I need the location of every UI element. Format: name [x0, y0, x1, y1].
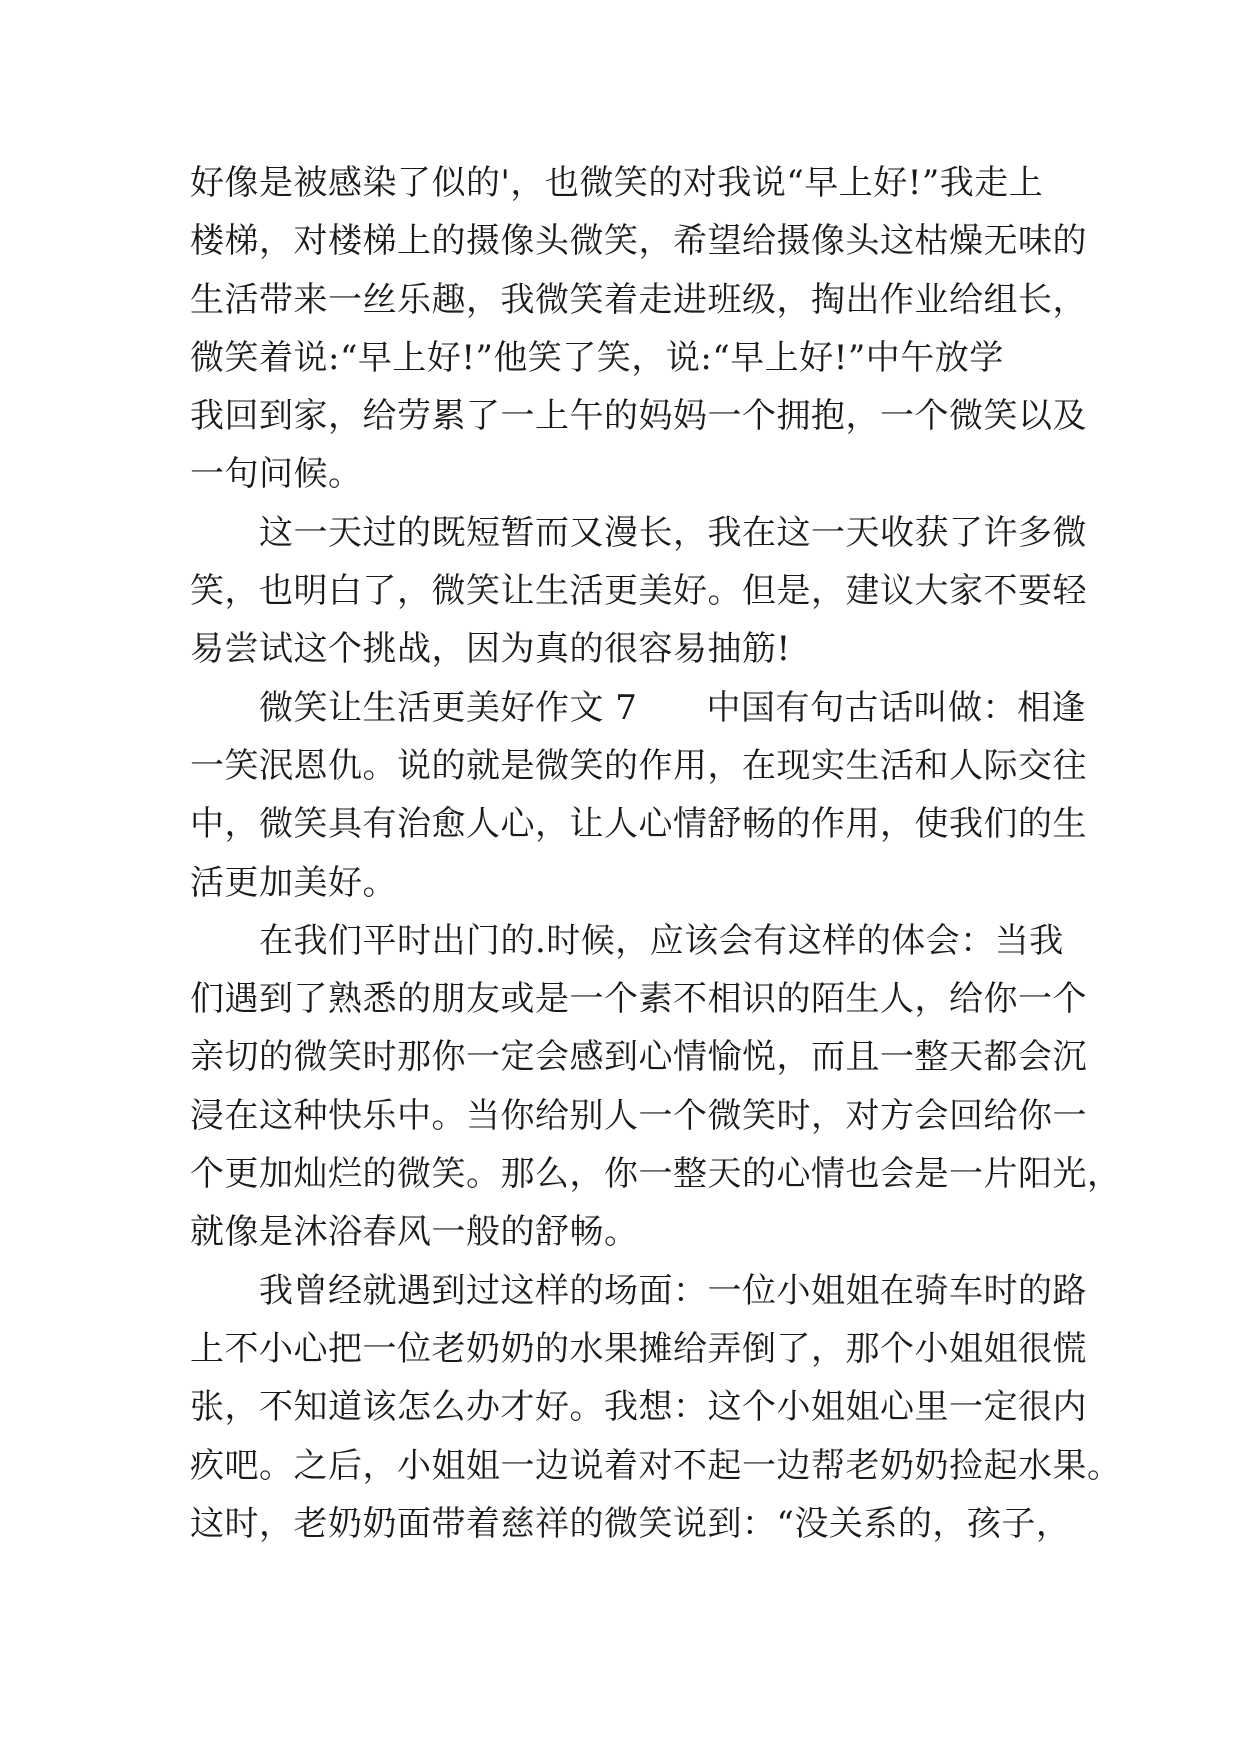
text-line: 就像是沐浴春风一般的舒畅。 — [190, 1212, 639, 1253]
text-line: 好像是被感染了似的'，也微笑的对我说“早上好!”我走上 — [190, 163, 1044, 203]
text-line: 生活带来一丝乐趣，我微笑着走进班级，掏出作业给组长， — [190, 279, 1087, 320]
text-line: 微笑让生活更美好作文 7 中国有句古话叫做：相逢 — [190, 687, 1086, 728]
text-line: 这时，老奶奶面带着慈祥的微笑说到：“没关系的，孩子， — [190, 1503, 1071, 1544]
text-line: 亲切的微笑时那你一定会感到心情愉悦，而且一整天都会沉 — [190, 1037, 1087, 1078]
text-line: 们遇到了熟悉的朋友或是一个素不相识的陌生人，给你一个 — [190, 979, 1087, 1020]
text-line: 张，不知道该怎么办才好。我想：这个小姐姐心里一定很内 — [190, 1387, 1087, 1428]
text-line: 我曾经就遇到过这样的场面：一位小姐姐在骑车时的路 — [190, 1270, 1087, 1311]
text-line: 我回到家，给劳累了一上午的妈妈一个拥抱，一个微笑以及 — [190, 396, 1087, 437]
text-line: 微笑着说:“早上好!”他笑了笑，说:“早上好!”中午放学 — [190, 337, 1004, 378]
text-line: 浸在这种快乐中。当你给别人一个微笑时，对方会回给你一 — [190, 1095, 1087, 1136]
text-line: 上不小心把一位老奶奶的水果摊给弄倒了，那个小姐姐很慌 — [190, 1328, 1087, 1369]
text-line: 个更加灿烂的微笑。那么，你一整天的心情也会是一片阳光， — [190, 1154, 1122, 1195]
text-line: 活更加美好。 — [190, 862, 397, 903]
text-line: 一笑泯恩仇。说的就是微笑的作用，在现实生活和人际交往 — [190, 745, 1087, 786]
text-line: 易尝试这个挑战，因为真的很容易抽筋! — [190, 629, 791, 670]
text-line: 疚吧。之后，小姐姐一边说着对不起一边帮老奶奶捡起水果。 — [190, 1445, 1122, 1486]
text-line: 一句问候。 — [190, 454, 363, 495]
text-line: 在我们平时出门的.时候，应该会有这样的体会：当我 — [190, 920, 1064, 961]
text-line: 笑，也明白了，微笑让生活更美好。但是，建议大家不要轻 — [190, 571, 1087, 612]
text-line: 这一天过的既短暂而又漫长，我在这一天收获了许多微 — [190, 512, 1087, 553]
text-line: 楼梯，对楼梯上的摄像头微笑，希望给摄像头这枯燥无味的 — [190, 221, 1087, 262]
text-line: 中，微笑具有治愈人心，让人心情舒畅的作用，使我们的生 — [190, 804, 1087, 845]
essay-body — [190, 154, 1122, 1553]
